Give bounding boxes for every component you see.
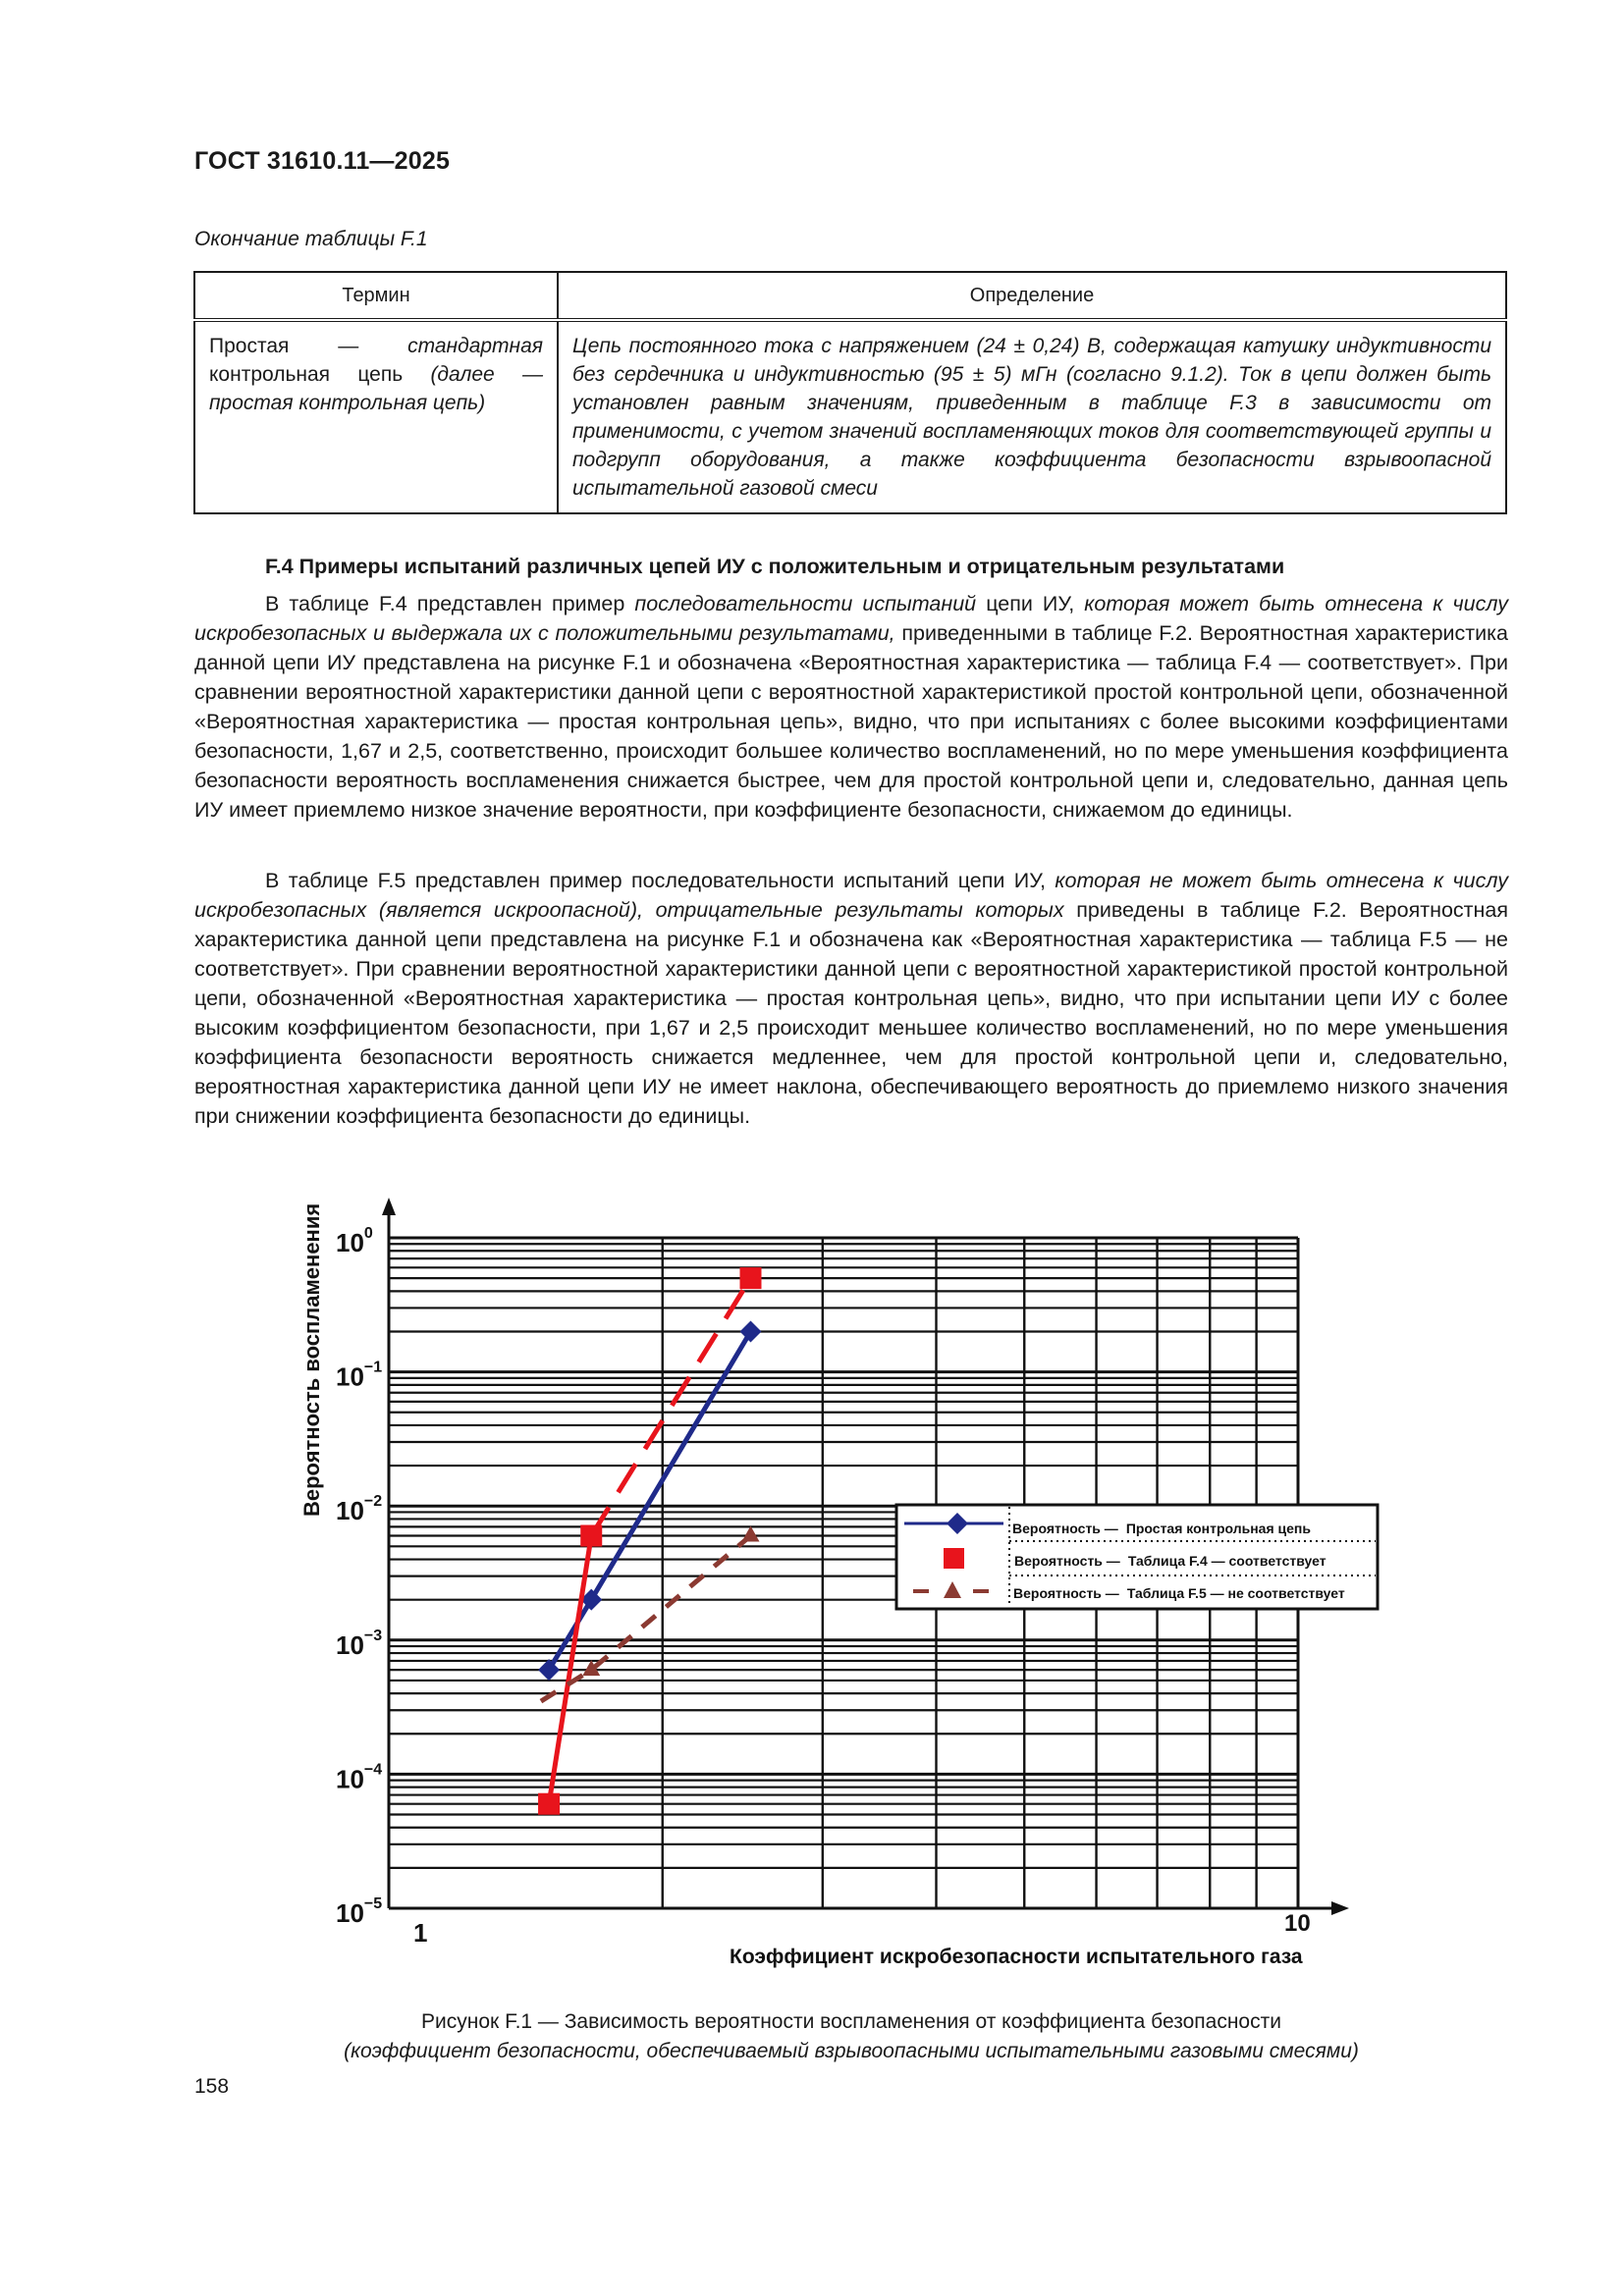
square-marker-icon (944, 1548, 964, 1569)
text-run-italic: которая может быть отнесена к числу искробезопасных и выдержала их с положительными результатами, (194, 592, 1508, 645)
series-1 (538, 1320, 761, 1681)
text-run: приведены в таблице F.2. Вероятностная характеристика данной цепи представлена на рисунке F.1 и обозначена как «Вероятностная характеристика — таблица F.5 — не соответствует». При сравнении вероятностной характеристики данной цепи с вероятностной характеристикой простой контрольной цепи, обозначенной «Вероятностная характеристика — простая контрольная цепь», видно, что при испытании цепи ИУ с более высоким коэффициентом безопасности, при 1,67 и 2,5 происходит меньшее количество воспламенений, но по мере уменьшения коэффициента безопасности вероятность снижается медленнее, чем для простой контрольной цепи и, следовательно, вероятностная характеристика данной цепи ИУ не имеет наклона, обеспечивающего вероятность до приемлемо низкого значения при снижении коэффициента безопасности до единицы. (194, 898, 1508, 1128)
y-tick-label: $10^{-4}$ (336, 1761, 383, 1794)
y-tick-label: $10^0$ (336, 1225, 373, 1257)
figure-caption-title: Рисунок F.1 — Зависимость вероятности воспламенения от коэффициента безопасности (421, 2010, 1281, 2033)
legend-swatch-table-f4 (944, 1548, 964, 1569)
series-3 (541, 1526, 760, 1702)
figure-caption (194, 2007, 1508, 2066)
square-marker-icon (580, 1525, 602, 1547)
text-run: В таблице F.4 представлен пример (265, 592, 635, 615)
figure-caption-note: (коэффициент безопасности, обеспечиваемый взрывоопасными испытательными газовыми смесями) (344, 2040, 1359, 2062)
y-tick-label: $10^{-2}$ (336, 1493, 383, 1526)
series-2 (538, 1267, 761, 1815)
x-axis-label: Коэффициент искробезопасности испытательного газа (730, 1946, 1303, 1968)
y-tick-label: $10^{-3}$ (336, 1627, 383, 1660)
x-tick-label-10: 10 (1284, 1910, 1311, 1937)
chart-legend (896, 1505, 1378, 1609)
x-tick-label-1: 1 (413, 1918, 428, 1948)
definition-cell: Цепь постоянного тока с напряжением (24 ± 0,24) В, содержащая катушку индуктивности без сердечника и индуктивностью (95 ± 5) мГн (согласно 9.1.2). Ток в цепи должен быть установлен равным значениям, приведенным в таблице F.3 в зависимости от применимости, с учетом значений воспламеняющих токов для соответствующей группы и подгрупп оборудования, а также коэффициента безопасности взрывоопасной испытательной газовой смеси (558, 320, 1506, 513)
term-text: Простая — (209, 335, 408, 357)
text-run-italic: которая не может быть отнесена к числу искробезопасных (является искроопасной), отрицательные результаты которых (194, 869, 1508, 922)
text-run: цепи ИУ, (976, 592, 1085, 615)
table-continuation-caption: Окончание таблицы F.1 (194, 228, 428, 250)
text-run-italic: последовательности испытаний (634, 592, 977, 615)
column-header-term: Термин (194, 272, 558, 320)
triangle-marker-icon (741, 1526, 759, 1542)
y-axis-label: Вероятность воспламенения (299, 1202, 324, 1517)
square-marker-icon (739, 1267, 761, 1289)
y-axis-arrow-icon (382, 1198, 396, 1215)
legend-label: Вероятность — Простая контрольная цепь (1012, 1521, 1311, 1536)
chart-series (538, 1267, 761, 1815)
y-tick-label: $10^{-1}$ (336, 1359, 383, 1392)
legend-label: Вероятность — Таблица F.4 — соответствует (1014, 1553, 1326, 1569)
term-text-italic: стандартная (407, 335, 543, 357)
page-number: 158 (194, 2075, 230, 2098)
term-alias: (далее — простая контрольная цепь) (209, 363, 543, 414)
text-run: приведенными в таблице F.2. Вероятностная характеристика данной цепи ИУ представлена на рисунке F.1 и обозначена «Вероятностная характеристика — таблица F.4 — соответствует». При сравнении вероятностной характеристики данной цепи с вероятностной характеристикой простой контрольной цепи, обозначенной «Вероятностная характеристика — простая контрольная цепь», видно, что при испытаниях с более высокими коэффициентами безопасности, 1,67 и 2,5, соответственно, происходит большее количество воспламенений, но по мере уменьшения коэффициента безопасности вероятность воспламенения снижается быстрее, чем для простой контрольной цепи и, следовательно, данная цепь ИУ имеет приемлемо низкое значение вероятности, при коэффициенте безопасности, снижаемом до единицы. (194, 621, 1508, 822)
document-id: ГОСТ 31610.11—2025 (194, 147, 451, 175)
diamond-marker-icon (739, 1320, 761, 1342)
section-heading: F.4 Примеры испытаний различных цепей ИУ с положительным и отрицательным результатами (265, 555, 1285, 578)
term-text: контрольная цепь (209, 363, 431, 386)
y-tick-label: $10^{-5}$ (336, 1896, 383, 1928)
y-tick-labels (336, 1225, 382, 1928)
diamond-marker-icon (538, 1659, 560, 1681)
square-marker-icon (538, 1793, 560, 1815)
legend-label: Вероятность — Таблица F.5 — не соответствует (1013, 1585, 1345, 1601)
x-axis-arrow-icon (1331, 1901, 1349, 1915)
text-run: В таблице F.5 представлен пример последовательности испытаний цепи ИУ, (265, 869, 1056, 892)
column-header-definition: Определение (558, 272, 1506, 320)
